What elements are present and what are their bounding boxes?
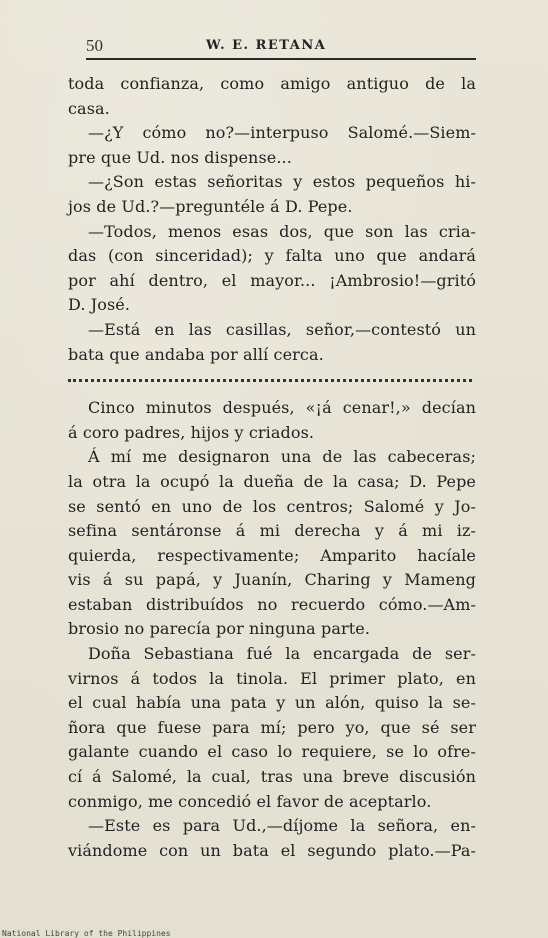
text-line: —Este es para Ud.,—díjome la señora, en- bbox=[88, 816, 476, 836]
text-line: la otra la ocupó la dueña de la casa; D. Pepe bbox=[68, 471, 476, 491]
text-line: pre que Ud. nos dispense... bbox=[68, 147, 292, 167]
text-line: cí á Salomé, la cual, tras una breve discusión bbox=[68, 767, 476, 787]
text-line: se sentó en uno de los centros; Salomé y Jo- bbox=[68, 496, 476, 516]
text-line: —Todos, menos esas dos, que son las cria- bbox=[88, 221, 476, 241]
text-line: Doña Sebastiana fué la encargada de ser- bbox=[88, 644, 476, 664]
text-line: conmigo, me concedió el favor de aceptarlo. bbox=[68, 791, 432, 811]
page-header bbox=[86, 32, 476, 60]
text-line: toda confianza, como amigo antiguo de la bbox=[68, 74, 476, 93]
text-line: casa. bbox=[68, 98, 110, 118]
body-text bbox=[68, 72, 476, 863]
text-line: quierda, respectivamente; Amparito hacíale bbox=[68, 545, 476, 565]
text-line: virnos á todos la tinola. El primer plato, en bbox=[68, 668, 476, 688]
text-line: Á mí me designaron una de las cabeceras; bbox=[88, 447, 476, 467]
text-line: jos de Ud.?—preguntéle á D. Pepe. bbox=[68, 196, 353, 216]
text-line: Cinco minutos después, «¡á cenar!,» decían bbox=[88, 398, 476, 418]
text-line: D. José. bbox=[68, 295, 131, 315]
text-line: —¿Y cómo no?—interpuso Salomé.—Siem- bbox=[88, 123, 476, 143]
text-line: el cual había una pata y un alón, quiso la se- bbox=[68, 693, 476, 713]
text-line: á coro padres, hijos y criados. bbox=[68, 422, 315, 442]
text-line: das (con sinceridad); y falta uno que andará bbox=[68, 246, 476, 266]
running-head: W. E. RETANA bbox=[206, 38, 327, 53]
text-line: galante cuando el caso lo requiere, se lo ofre- bbox=[68, 742, 476, 762]
text-line: bata que andaba por allí cerca. bbox=[68, 344, 324, 364]
text-line: —¿Son estas señoritas y estos pequeños hi- bbox=[88, 172, 476, 192]
text-line: sefina sentáronse á mi derecha y á mi iz- bbox=[68, 521, 476, 541]
text-line: brosio no parecía por ninguna parte. bbox=[68, 619, 371, 639]
text-line: estaban distribuídos no recuerdo cómo.—Am- bbox=[68, 594, 476, 614]
page-number: 50 bbox=[86, 36, 103, 55]
section-break-dotted-rule bbox=[68, 379, 472, 402]
text-line: por ahí dentro, el mayor... ¡Ambrosio!—gritó bbox=[68, 270, 476, 290]
text-line: viándome con un bata el segundo plato.—Pa- bbox=[68, 840, 476, 860]
text-line: ñora que fuese para mí; pero yo, que sé ser bbox=[68, 717, 476, 737]
library-footer: National Library of the Philippines bbox=[2, 929, 171, 938]
text-line: vis á su papá, y Juanín, Charing y Mameng bbox=[68, 570, 476, 590]
text-line: —Está en las casillas, señor,—contestó un bbox=[88, 319, 476, 339]
